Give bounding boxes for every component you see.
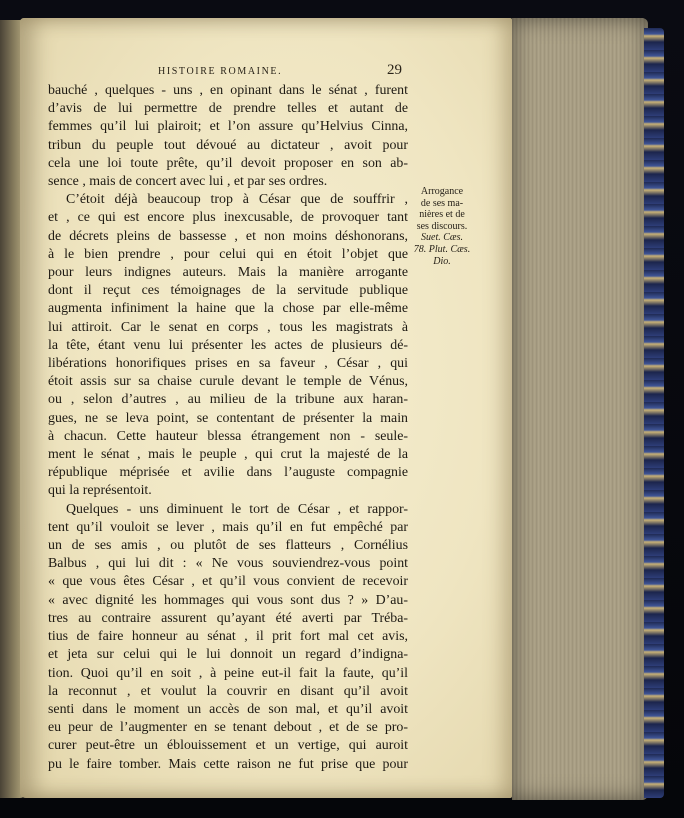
- margin-note-line: de ses ma-: [420, 197, 464, 209]
- text-line: un de ses amis , ou plutôt de ses flatteurs , Cornélius: [48, 538, 408, 554]
- text-line: femmes qu’il lui plairoit; et l’on assure qu’Helvius Cinna,: [48, 119, 408, 135]
- text-line: ment le sénat , mais le peuple , qui crut la majesté de la: [48, 447, 408, 463]
- body-text: [48, 82, 408, 774]
- text-line: « avec dignité les hommages qui vous sont dus ? » D’au-: [48, 592, 408, 608]
- marbled-cover-edge: [644, 28, 664, 798]
- text-line: tres au contraire assurent qu’ayant été averti par Trébа-: [48, 610, 408, 626]
- text-line: Quelques - uns diminuent le tort de César , et rappor-: [66, 501, 408, 517]
- text-line: cela une loi toute prête, qu’il devoit proposer en son ab-: [48, 155, 408, 171]
- text-line: senti dans le moment un accès de son mal, et qu’il avoit: [48, 701, 408, 717]
- text-line: à chacun. Cette hauteur blessa étrangement non - seule-: [48, 428, 408, 444]
- margin-note-line: Arrogance: [420, 186, 464, 197]
- text-line: bauché , quelques - uns , en opinant dans le sénat , furent: [48, 83, 408, 98]
- text-line: à le bien prendre , pour celui qui en étoit l’objet que: [48, 246, 408, 262]
- text-line: sence , mais de concert avec lui , et par ses ordres.: [48, 174, 328, 190]
- margin-note-source: Suet. Cæs.: [421, 232, 463, 244]
- text-line: tribun du peuple tout dévoué au dictateur , avoit pour: [48, 137, 408, 153]
- text-line: pu le faire tomber. Mais cette raison ne fut prise que pour: [48, 756, 408, 772]
- text-line: lui attiroit. Car le senat en corps , tous les magistrats à: [48, 319, 408, 335]
- text-line: et jeta sur celui qui le lui donnoit un regard d’indigna-: [48, 647, 408, 663]
- running-head-title: HISTOIRE ROMAINE.: [158, 66, 283, 77]
- text-line: augmenta infiniment la haine que la chose par elle-même: [48, 301, 408, 317]
- text-line: tent qu’il vouloit se lever , mais qu’il en fut empêché par: [48, 519, 408, 535]
- text-line: « que vous êtes César , et qu’il vous convient de recevoir: [48, 574, 408, 590]
- text-line: ou , selon d’autres , au milieu de la tribune aux haran-: [48, 392, 408, 408]
- margin-notes: [410, 186, 474, 267]
- text-line: gues, ne se leva point, se contentant de présenter la main: [48, 410, 408, 426]
- text-line: tius de faire honneur au sénat , il prit fort mal cet avis,: [48, 629, 408, 645]
- text-line: la tête, étant venu lui présenter les actes de plusieurs dé-: [48, 337, 408, 353]
- text-line: république méprisée et avilie dans l’auguste compagnie: [48, 465, 408, 481]
- margin-note-line: nières et de: [419, 209, 465, 221]
- text-line: C’étoit déjà beaucoup trop à César que de souffrir ,: [66, 192, 408, 208]
- text-line: la reconnut , et voulut la couvrir en disant qu’il avoit: [48, 683, 408, 699]
- margin-note-line: ses discours.: [416, 220, 468, 232]
- page-number: 29: [387, 62, 402, 78]
- text-line: tion. Quoi qu’il en soit , à peine eut-il fait la faute, qu’il: [48, 665, 408, 681]
- text-line: Balbus , qui lui dit : « Ne vous souviendrez-vous point: [48, 556, 408, 572]
- text-line: eu peur de l’augmenter en se tenant debout , et de se pro-: [48, 720, 408, 736]
- text-line: de décrets pleins de bassesse , et non moins déshonorans,: [48, 228, 408, 244]
- text-line: étoit assis sur sa chaise curule devant le temple de Vénus,: [48, 374, 408, 390]
- page-block-fore-edge: [512, 18, 648, 800]
- text-line: curer peut-être un éblouissement et un vertige, qui auroit: [48, 738, 408, 754]
- margin-note-source: Dio.: [433, 255, 451, 267]
- text-line: pour leurs indignes auteurs. Mais la manière arrogante: [48, 265, 408, 281]
- margin-note-source: 78. Plut. Cæs.: [413, 243, 471, 255]
- text-line: d’avis de lui permettre de prendre telles et autant de: [48, 101, 408, 117]
- text-line: libérations honorifiques prises en sa faveur , César , qui: [48, 356, 408, 372]
- text-line: qui la représentoit.: [48, 483, 152, 499]
- text-line: et , ce qui est encore plus inexcusable, de provoquer tant: [48, 210, 408, 226]
- text-line: dont il reçut ces témoignages de la servitude publique: [48, 283, 408, 299]
